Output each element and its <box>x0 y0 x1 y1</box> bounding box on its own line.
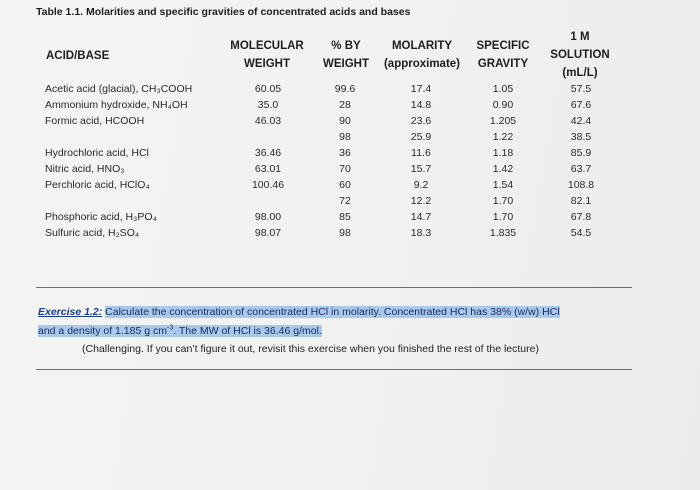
exercise-line-2 <box>38 320 638 339</box>
table-cell-gravity: 1.70 <box>492 195 514 207</box>
exercise-exponent: -3 <box>167 324 174 331</box>
table-cell-mw: 36.46 <box>254 147 282 159</box>
table-cell-solution: 42.4 <box>570 115 592 127</box>
table-cell-solution: 67.8 <box>570 211 592 223</box>
header-percent-by-weight <box>318 37 374 73</box>
table-cell-name: Sulfuric acid, H₂SO₄ <box>45 227 140 239</box>
header-sol-line3: (mL/L) <box>562 67 598 79</box>
table-cell-molarity: 18.3 <box>410 227 432 239</box>
table-cell-pct: 90 <box>339 115 351 127</box>
table-cell-solution: 82.1 <box>570 195 592 207</box>
table-caption: Table 1.1. Molarities and specific gravities of concentrated acids and bases <box>36 6 411 18</box>
table-cell-gravity: 1.205 <box>489 115 517 127</box>
table-cell-molarity: 12.2 <box>410 195 432 207</box>
table-cell-gravity: 1.835 <box>489 227 517 239</box>
exercise-density: and a density of 1.185 g cm <box>38 324 167 337</box>
table-cell-molarity: 15.7 <box>410 163 432 175</box>
table-cell-mw <box>238 129 298 145</box>
mw-column <box>238 81 298 241</box>
table-cell-name: Perchloric acid, HClO₄ <box>45 179 150 191</box>
table-cell-mw: 46.03 <box>254 115 282 127</box>
table-cell-mw: 63.01 <box>254 163 282 175</box>
table-cell-mw: 60.05 <box>254 83 282 95</box>
names-column <box>45 81 235 241</box>
divider-top <box>36 287 632 288</box>
table-cell-pct: 72 <box>339 195 351 207</box>
table-cell-mw <box>238 193 298 209</box>
header-sol-line1: 1 M <box>570 31 590 43</box>
header-sol-line2: SOLUTION <box>550 49 610 61</box>
table-cell-gravity: 1.18 <box>492 147 514 159</box>
table-cell-name: Phosphoric acid, H₃PO₄ <box>45 211 157 223</box>
table-cell-molarity: 14.8 <box>410 99 432 111</box>
exercise-line-1 <box>38 305 638 320</box>
table-cell-molarity: 25.9 <box>410 131 432 143</box>
table-cell-name <box>45 129 235 145</box>
table-cell-solution: 67.6 <box>570 99 592 111</box>
table-cell-pct: 98 <box>339 131 351 143</box>
table-cell-gravity: 1.05 <box>492 83 514 95</box>
exercise-text-line1: Calculate the concentration of concentrated HCl in molarity. Concentrated HCl has 38% (w/w) HCl <box>105 306 560 318</box>
table-cell-molarity: 17.4 <box>410 83 432 95</box>
exercise-label: Exercise 1.2: <box>38 306 103 318</box>
header-mw-line1: MOLECULAR <box>230 40 304 52</box>
header-mol-line1: MOLARITY <box>391 40 453 52</box>
header-sg-line2: GRAVITY <box>477 58 529 70</box>
molarity-column <box>396 81 446 241</box>
percent-column <box>322 81 368 241</box>
table-cell-name: Formic acid, HCOOH <box>45 115 145 127</box>
exercise-text-line2 <box>38 325 322 337</box>
exercise-block <box>38 305 638 339</box>
table-cell-name <box>45 193 235 209</box>
header-mol-line2: (approximate) <box>383 58 461 70</box>
table-cell-pct: 85 <box>339 211 351 223</box>
header-specific-gravity <box>470 37 536 73</box>
table-cell-pct: 99.6 <box>334 83 356 95</box>
table-cell-gravity: 1.54 <box>492 179 514 191</box>
solution-column <box>556 81 606 241</box>
table-cell-pct: 60 <box>339 179 351 191</box>
exercise-note: (Challenging. If you can’t figure it out, revisit this exercise when you finished the rest of the lecture) <box>82 343 539 355</box>
table-cell-pct: 70 <box>339 163 351 175</box>
table-cell-solution: 57.5 <box>570 83 592 95</box>
table-cell-pct: 28 <box>339 99 351 111</box>
table-cell-name: Acetic acid (glacial), CH₃COOH <box>45 83 193 95</box>
table-cell-solution: 54.5 <box>570 227 592 239</box>
table-cell-mw: 98.07 <box>254 227 282 239</box>
table-cell-molarity: 14.7 <box>410 211 432 223</box>
table-cell-gravity: 1.42 <box>492 163 514 175</box>
table-cell-pct: 98 <box>339 227 351 239</box>
table-cell-solution: 85.9 <box>570 147 592 159</box>
table-cell-gravity: 1.70 <box>492 211 514 223</box>
table-cell-solution: 38.5 <box>570 131 592 143</box>
table-cell-mw: 98.00 <box>254 211 282 223</box>
table-cell-pct: 36 <box>339 147 351 159</box>
table-cell-gravity: 1.22 <box>492 131 514 143</box>
header-1m-solution <box>540 28 620 82</box>
header-molecular-weight <box>226 37 308 73</box>
table-cell-molarity: 23.6 <box>410 115 432 127</box>
table-cell-solution: 63.7 <box>570 163 592 175</box>
table-cell-molarity: 11.6 <box>411 147 431 159</box>
gravity-column <box>478 81 528 241</box>
table-cell-solution: 108.8 <box>567 179 595 191</box>
header-sg-line1: SPECIFIC <box>476 40 530 52</box>
table-cell-mw: 35.0 <box>257 99 279 111</box>
header-molarity <box>374 37 470 73</box>
header-pct-line1: % BY <box>331 40 361 52</box>
table-cell-molarity: 9.2 <box>413 179 429 191</box>
divider-bottom <box>36 369 632 370</box>
header-mw-line2: WEIGHT <box>244 58 290 70</box>
table-cell-mw: 100.46 <box>251 179 285 191</box>
header-pct-line2: WEIGHT <box>323 58 369 70</box>
table-cell-name: Nitric acid, HNO₃ <box>45 163 125 175</box>
header-acid-base: ACID/BASE <box>46 50 110 62</box>
table-cell-name: Ammonium hydroxide, NH₄OH <box>45 99 188 111</box>
exercise-mw: . The MW of HCl is 36.46 g/mol. <box>173 324 322 337</box>
table-cell-name: Hydrochloric acid, HCl <box>45 147 149 159</box>
table-cell-gravity: 0.90 <box>492 99 514 111</box>
